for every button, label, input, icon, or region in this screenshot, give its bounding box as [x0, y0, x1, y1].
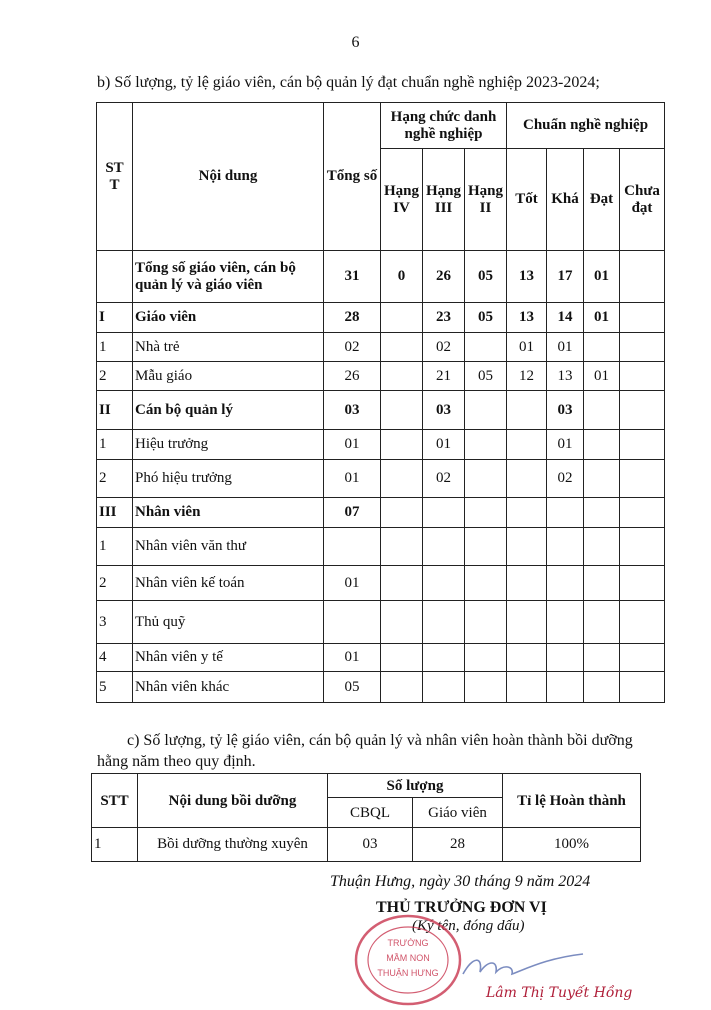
cell-h3: 23	[423, 303, 465, 333]
t2-cell-giao-vien: 28	[413, 828, 503, 862]
cell-chua	[620, 601, 665, 644]
cell-kha: 03	[547, 391, 584, 430]
table-row	[92, 828, 641, 862]
cell-h4	[381, 601, 423, 644]
teacher-standards-table	[96, 102, 665, 703]
cell-h4	[381, 672, 423, 703]
t2-header-giao-vien: Giáo viên	[413, 798, 503, 828]
cell-chua	[620, 362, 665, 391]
cell-kha: 02	[547, 460, 584, 498]
cell-tong: 01	[324, 644, 381, 672]
cell-h2: 05	[465, 303, 507, 333]
cell-stt: 1	[97, 430, 133, 460]
cell-chua	[620, 460, 665, 498]
cell-dat: 01	[584, 251, 620, 303]
cell-tong: 31	[324, 251, 381, 303]
cell-chua	[620, 528, 665, 566]
cell-stt: 2	[97, 362, 133, 391]
cell-stt: 5	[97, 672, 133, 703]
cell-h2	[465, 498, 507, 528]
cell-stt	[97, 251, 133, 303]
cell-chua	[620, 672, 665, 703]
t2-header-cbql: CBQL	[328, 798, 413, 828]
cell-kha	[547, 566, 584, 601]
cell-tong: 01	[324, 460, 381, 498]
table-row	[97, 391, 665, 430]
cell-stt: 4	[97, 644, 133, 672]
t2-cell-noi-dung: Bồi dưỡng thường xuyên	[138, 828, 328, 862]
cell-noi-dung: Mẫu giáo	[133, 362, 324, 391]
cell-h4	[381, 430, 423, 460]
cell-noi-dung: Nhân viên kế toán	[133, 566, 324, 601]
cell-noi-dung: Phó hiệu trưởng	[133, 460, 324, 498]
cell-stt: II	[97, 391, 133, 430]
cell-tong: 26	[324, 362, 381, 391]
cell-kha: 01	[547, 333, 584, 362]
t2-header-noi-dung: Nội dung bồi dưỡng	[138, 774, 328, 828]
cell-noi-dung: Tổng số giáo viên, cán bộ quản lý và giáo viên	[133, 251, 324, 303]
t2-header-stt: STT	[92, 774, 138, 828]
header-chua-dat: Chưa đạt	[620, 149, 665, 251]
cell-tot	[507, 566, 547, 601]
signature-date: Thuận Hưng, ngày 30 tháng 9 năm 2024	[330, 873, 591, 890]
cell-chua	[620, 498, 665, 528]
cell-h4	[381, 460, 423, 498]
cell-chua	[620, 430, 665, 460]
cell-stt: 2	[97, 566, 133, 601]
cell-tot	[507, 672, 547, 703]
cell-noi-dung: Hiệu trưởng	[133, 430, 324, 460]
cell-h2	[465, 601, 507, 644]
cell-h3	[423, 528, 465, 566]
cell-kha: 14	[547, 303, 584, 333]
cell-kha: 13	[547, 362, 584, 391]
cell-dat: 01	[584, 362, 620, 391]
cell-tong: 02	[324, 333, 381, 362]
cell-h3	[423, 566, 465, 601]
cell-h3: 03	[423, 391, 465, 430]
cell-h3	[423, 601, 465, 644]
cell-tong: 03	[324, 391, 381, 430]
cell-dat	[584, 644, 620, 672]
cell-stt: I	[97, 303, 133, 333]
cell-tot	[507, 391, 547, 430]
cell-tot	[507, 644, 547, 672]
header-tong-so: Tổng số	[324, 103, 381, 251]
cell-h3	[423, 672, 465, 703]
cell-kha	[547, 498, 584, 528]
section-c-text: c) Số lượng, tỷ lệ giáo viên, cán bộ quản lý và nhân viên hoàn thành bồi dưỡng hằng năm theo quy định.	[97, 732, 633, 770]
cell-kha: 01	[547, 430, 584, 460]
cell-h2: 05	[465, 362, 507, 391]
t2-header-ti-le: Tỉ lệ Hoàn thành	[503, 774, 641, 828]
table-row	[97, 303, 665, 333]
cell-h4	[381, 644, 423, 672]
cell-h2	[465, 391, 507, 430]
cell-h2	[465, 333, 507, 362]
cell-dat	[584, 391, 620, 430]
cell-h3: 02	[423, 460, 465, 498]
table-row	[97, 251, 665, 303]
cell-tong	[324, 601, 381, 644]
signer-name: Lâm Thị Tuyết Hồng	[486, 985, 633, 1001]
cell-tot: 13	[507, 303, 547, 333]
table-row	[97, 430, 665, 460]
cell-noi-dung: Giáo viên	[133, 303, 324, 333]
cell-tot: 12	[507, 362, 547, 391]
cell-noi-dung: Nhân viên y tế	[133, 644, 324, 672]
cell-dat	[584, 460, 620, 498]
header-hang-iv: Hạng IV	[381, 149, 423, 251]
header-hang-ii: Hạng II	[465, 149, 507, 251]
t2-cell-stt: 1	[92, 828, 138, 862]
cell-kha	[547, 528, 584, 566]
cell-noi-dung: Nhân viên văn thư	[133, 528, 324, 566]
cell-h2	[465, 460, 507, 498]
cell-dat	[584, 601, 620, 644]
cell-h2	[465, 528, 507, 566]
t2-header-so-luong: Số lượng	[328, 774, 503, 798]
cell-h3: 26	[423, 251, 465, 303]
cell-tot	[507, 460, 547, 498]
cell-h4: 0	[381, 251, 423, 303]
table-row	[97, 644, 665, 672]
cell-tong: 07	[324, 498, 381, 528]
signature-title: THỦ TRƯỞNG ĐƠN VỊ	[376, 899, 547, 916]
svg-text:MẦM NON: MẦM NON	[386, 953, 430, 963]
cell-h2	[465, 672, 507, 703]
cell-h4	[381, 303, 423, 333]
cell-dat	[584, 430, 620, 460]
cell-h4	[381, 528, 423, 566]
cell-tot: 01	[507, 333, 547, 362]
handwritten-signature-icon	[458, 946, 588, 986]
table-row	[97, 498, 665, 528]
cell-tot	[507, 601, 547, 644]
t2-cell-cbql: 03	[328, 828, 413, 862]
cell-noi-dung: Nhà trẻ	[133, 333, 324, 362]
signature-note: (Ký tên, đóng dấu)	[412, 918, 525, 934]
page-number: 6	[351, 34, 360, 51]
cell-chua	[620, 251, 665, 303]
table-row	[97, 460, 665, 498]
cell-tot: 13	[507, 251, 547, 303]
cell-tong: 28	[324, 303, 381, 333]
cell-chua	[620, 644, 665, 672]
cell-chua	[620, 566, 665, 601]
cell-h3: 21	[423, 362, 465, 391]
table-row	[97, 362, 665, 391]
header-hang-iii: Hạng III	[423, 149, 465, 251]
cell-h2: 05	[465, 251, 507, 303]
cell-tot	[507, 528, 547, 566]
school-stamp-icon	[348, 908, 468, 1008]
cell-kha	[547, 672, 584, 703]
cell-stt: 2	[97, 460, 133, 498]
training-table	[91, 773, 641, 862]
cell-h2	[465, 430, 507, 460]
cell-h3	[423, 498, 465, 528]
header-stt: ST T	[97, 103, 133, 251]
table-row	[97, 528, 665, 566]
cell-dat	[584, 566, 620, 601]
cell-h4	[381, 362, 423, 391]
cell-dat	[584, 528, 620, 566]
header-hang-group: Hạng chức danh nghề nghiệp	[381, 103, 507, 149]
cell-kha	[547, 601, 584, 644]
cell-h4	[381, 333, 423, 362]
table-row	[97, 566, 665, 601]
cell-tong	[324, 528, 381, 566]
cell-h4	[381, 391, 423, 430]
cell-noi-dung: Thủ quỹ	[133, 601, 324, 644]
cell-tong: 05	[324, 672, 381, 703]
cell-tong: 01	[324, 566, 381, 601]
header-chuan-group: Chuẩn nghề nghiệp	[507, 103, 665, 149]
cell-h4	[381, 498, 423, 528]
cell-tot	[507, 430, 547, 460]
cell-noi-dung: Cán bộ quản lý	[133, 391, 324, 430]
svg-text:THUẬN HƯNG: THUẬN HƯNG	[377, 968, 439, 978]
cell-dat	[584, 498, 620, 528]
cell-h3	[423, 644, 465, 672]
cell-tong: 01	[324, 430, 381, 460]
table-row	[97, 333, 665, 362]
table-row	[97, 601, 665, 644]
cell-h3: 02	[423, 333, 465, 362]
cell-kha: 17	[547, 251, 584, 303]
header-tot: Tốt	[507, 149, 547, 251]
cell-stt: 1	[97, 528, 133, 566]
cell-h2	[465, 566, 507, 601]
cell-stt: III	[97, 498, 133, 528]
cell-dat	[584, 672, 620, 703]
cell-stt: 3	[97, 601, 133, 644]
t2-cell-ti-le: 100%	[503, 828, 641, 862]
cell-h3: 01	[423, 430, 465, 460]
cell-chua	[620, 303, 665, 333]
cell-h2	[465, 644, 507, 672]
cell-tot	[507, 498, 547, 528]
header-dat: Đạt	[584, 149, 620, 251]
header-kha: Khá	[547, 149, 584, 251]
svg-text:TRƯỜNG: TRƯỜNG	[387, 938, 429, 948]
header-noi-dung: Nội dung	[133, 103, 324, 251]
cell-noi-dung: Nhân viên	[133, 498, 324, 528]
cell-dat	[584, 333, 620, 362]
table-row	[97, 672, 665, 703]
cell-kha	[547, 644, 584, 672]
cell-chua	[620, 391, 665, 430]
cell-noi-dung: Nhân viên khác	[133, 672, 324, 703]
cell-dat: 01	[584, 303, 620, 333]
cell-h4	[381, 566, 423, 601]
cell-chua	[620, 333, 665, 362]
section-b-title: b) Số lượng, tỷ lệ giáo viên, cán bộ quản lý đạt chuẩn nghề nghiệp 2023-2024;	[97, 74, 600, 91]
cell-stt: 1	[97, 333, 133, 362]
